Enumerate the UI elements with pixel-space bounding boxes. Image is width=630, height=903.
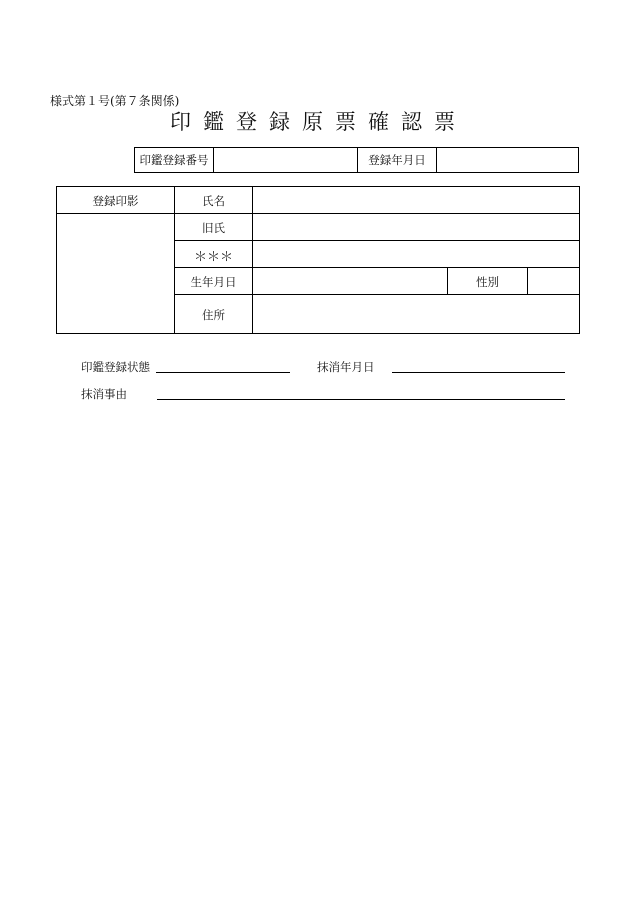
registration-info-table	[134, 147, 579, 173]
cancel-reason-underline	[157, 399, 565, 400]
title-char: 鑑	[203, 110, 224, 134]
name-label: 氏名	[202, 194, 225, 208]
registration-status-underline	[156, 372, 290, 373]
seal-reg-number-field[interactable]	[214, 148, 358, 172]
title-char: 認	[401, 110, 422, 134]
personal-info-table	[56, 186, 580, 334]
former-name-label: 旧氏	[202, 221, 225, 235]
cancel-date-underline	[392, 372, 565, 373]
title-char: 確	[368, 110, 389, 134]
title-char: 票	[434, 110, 455, 134]
title-char: 登	[236, 110, 257, 134]
seal-impression-label: 登録印影	[92, 194, 139, 208]
seal-impression-area[interactable]	[57, 215, 174, 333]
reg-date-field[interactable]	[437, 148, 578, 172]
registration-status-label: 印鑑登録状態	[81, 360, 150, 374]
cancel-date-label: 抹消年月日	[317, 360, 375, 374]
reg-date-label: 登録年月日	[358, 148, 437, 172]
title-char: 原	[302, 110, 323, 134]
cancel-reason-label: 抹消事由	[81, 387, 127, 401]
gender-label: 性別	[476, 275, 499, 289]
form-style-note: 様式第１号(第７条関係)	[50, 94, 180, 108]
title-char: 印	[170, 110, 191, 134]
table-divider	[252, 187, 253, 333]
table-divider	[174, 294, 579, 295]
title-char: 票	[335, 110, 356, 134]
title-char: 録	[269, 110, 290, 134]
table-divider	[527, 267, 528, 294]
seal-reg-number-label: 印鑑登録番号	[135, 148, 214, 172]
table-divider	[174, 240, 579, 241]
table-divider	[174, 267, 579, 268]
table-divider	[57, 213, 579, 214]
birth-date-label: 生年月日	[190, 275, 237, 289]
masked-label: ＊＊＊	[193, 250, 233, 265]
address-label: 住所	[202, 308, 225, 322]
form-title	[170, 106, 470, 136]
